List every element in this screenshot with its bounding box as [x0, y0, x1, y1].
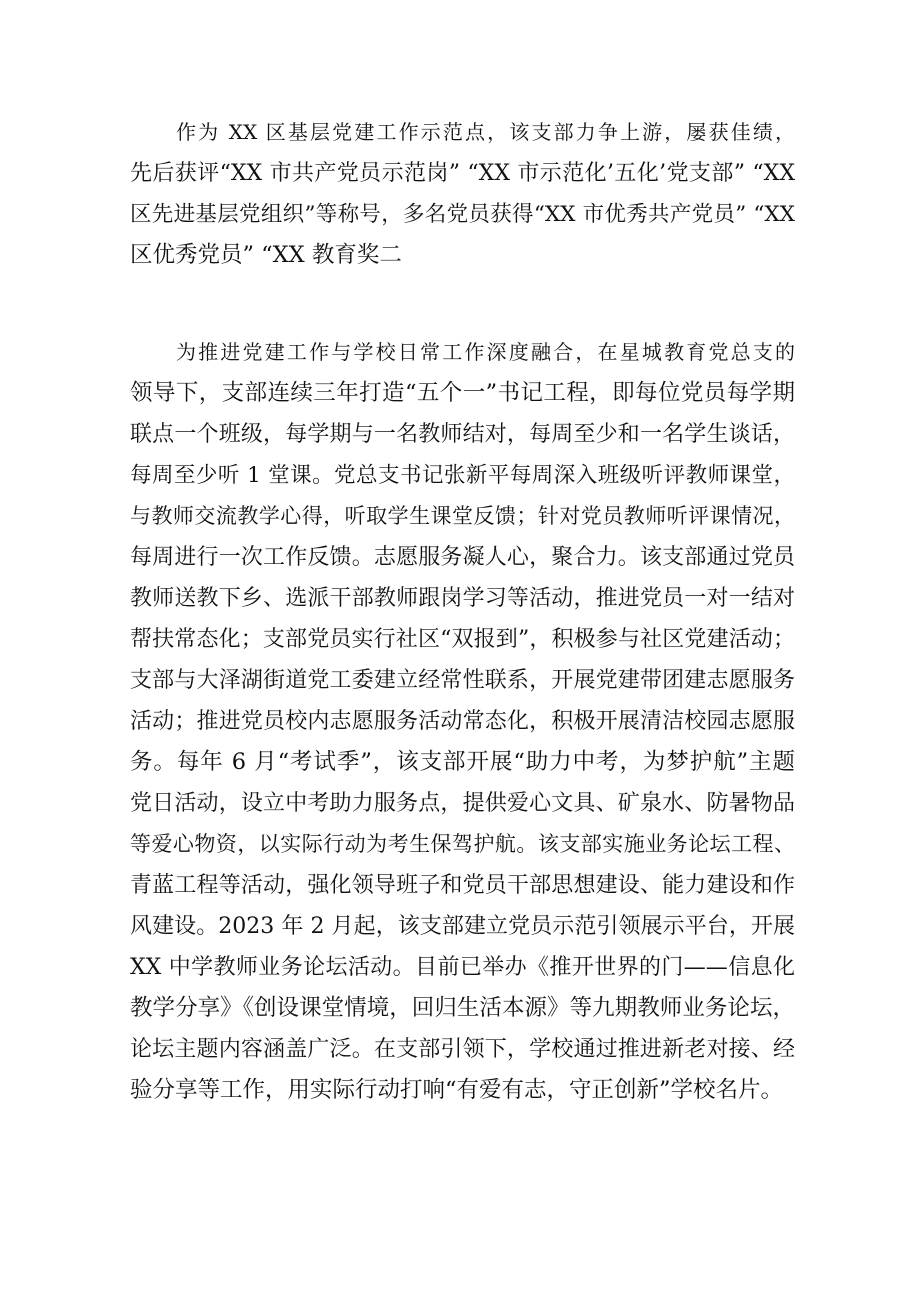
text-line: 与教师交流教学心得，听取学生课堂反馈；针对党员教师听评课情况， — [130, 504, 795, 528]
paragraph-activities — [130, 332, 795, 1111]
text-line: 论坛主题内容涵盖广泛。在支部引领下，学校通过推进新老对接、经 — [130, 1037, 795, 1062]
text-line: 为推进党建工作与学校日常工作深度融合，在星城教育党总支的 — [176, 340, 795, 364]
text-line: 每周进行一次工作反馈。志愿服务凝人心，聚合力。该支部通过党员 — [130, 545, 795, 570]
text-line: 务。每年 6 月“考试季”，该支部开展“助力中考，为梦护航”主题 — [130, 749, 795, 775]
text-line: 联点一个班级，每学期与一名教师结对，每周至少和一名学生谈话， — [130, 422, 795, 447]
text-line: 教师送教下乡、选派干部教师跟岗学习等活动，推进党员一对一结对 — [130, 586, 795, 611]
text-line: 区优秀党员” “XX 教育奖二 — [130, 242, 402, 268]
paragraph-honors — [130, 112, 795, 276]
text-line: 作为 XX 区基层党建工作示范点，该支部力争上游，屡获佳绩， — [176, 120, 795, 144]
text-line: 党日活动，设立中考助力服务点，提供爱心文具、矿泉水、防暑物品 — [130, 791, 795, 816]
text-line: XX 中学教师业务论坛活动。目前已举办《推开世界的门——信息化 — [130, 955, 795, 980]
text-line: 每周至少听 1 堂课。党总支书记张新平每周深入班级听评教师课堂， — [130, 463, 795, 488]
text-line: 验分享等工作，用实际行动打响“有爱有志，守正创新”学校名片。 — [130, 1077, 784, 1103]
text-line: 领导下，支部连续三年打造“五个一”书记工程，即每位党员每学期 — [130, 380, 795, 406]
text-line: 区先进基层党组织”等称号，多名党员获得“XX 市优秀共产党员” “XX — [130, 202, 795, 227]
text-line: 帮扶常态化；支部党员实行社区“双报到”，积极参与社区党建活动； — [130, 627, 795, 652]
text-line: 活动；推进党员校内志愿服务活动常态化，积极开展清洁校园志愿服 — [130, 709, 795, 734]
text-line: 教学分享》《创设课堂情境，回归生活本源》等九期教师业务论坛， — [130, 995, 795, 1021]
text-line: 先后获评“XX 市共产党员示范岗” “XX 市示范化’五化’党支部” “XX — [130, 161, 795, 186]
text-line: 支部与大泽湖街道党工委建立经常性联系，开展党建带团建志愿服务 — [130, 668, 795, 693]
text-line: 等爱心物资，以实际行动为考生保驾护航。该支部实施业务论坛工程、 — [130, 832, 795, 856]
text-line: 风建设。2023 年 2 月起，该支部建立党员示范引领展示平台，开展 — [130, 914, 795, 939]
text-line: 青蓝工程等活动，强化领导班子和党员干部思想建设、能力建设和作 — [130, 873, 795, 898]
